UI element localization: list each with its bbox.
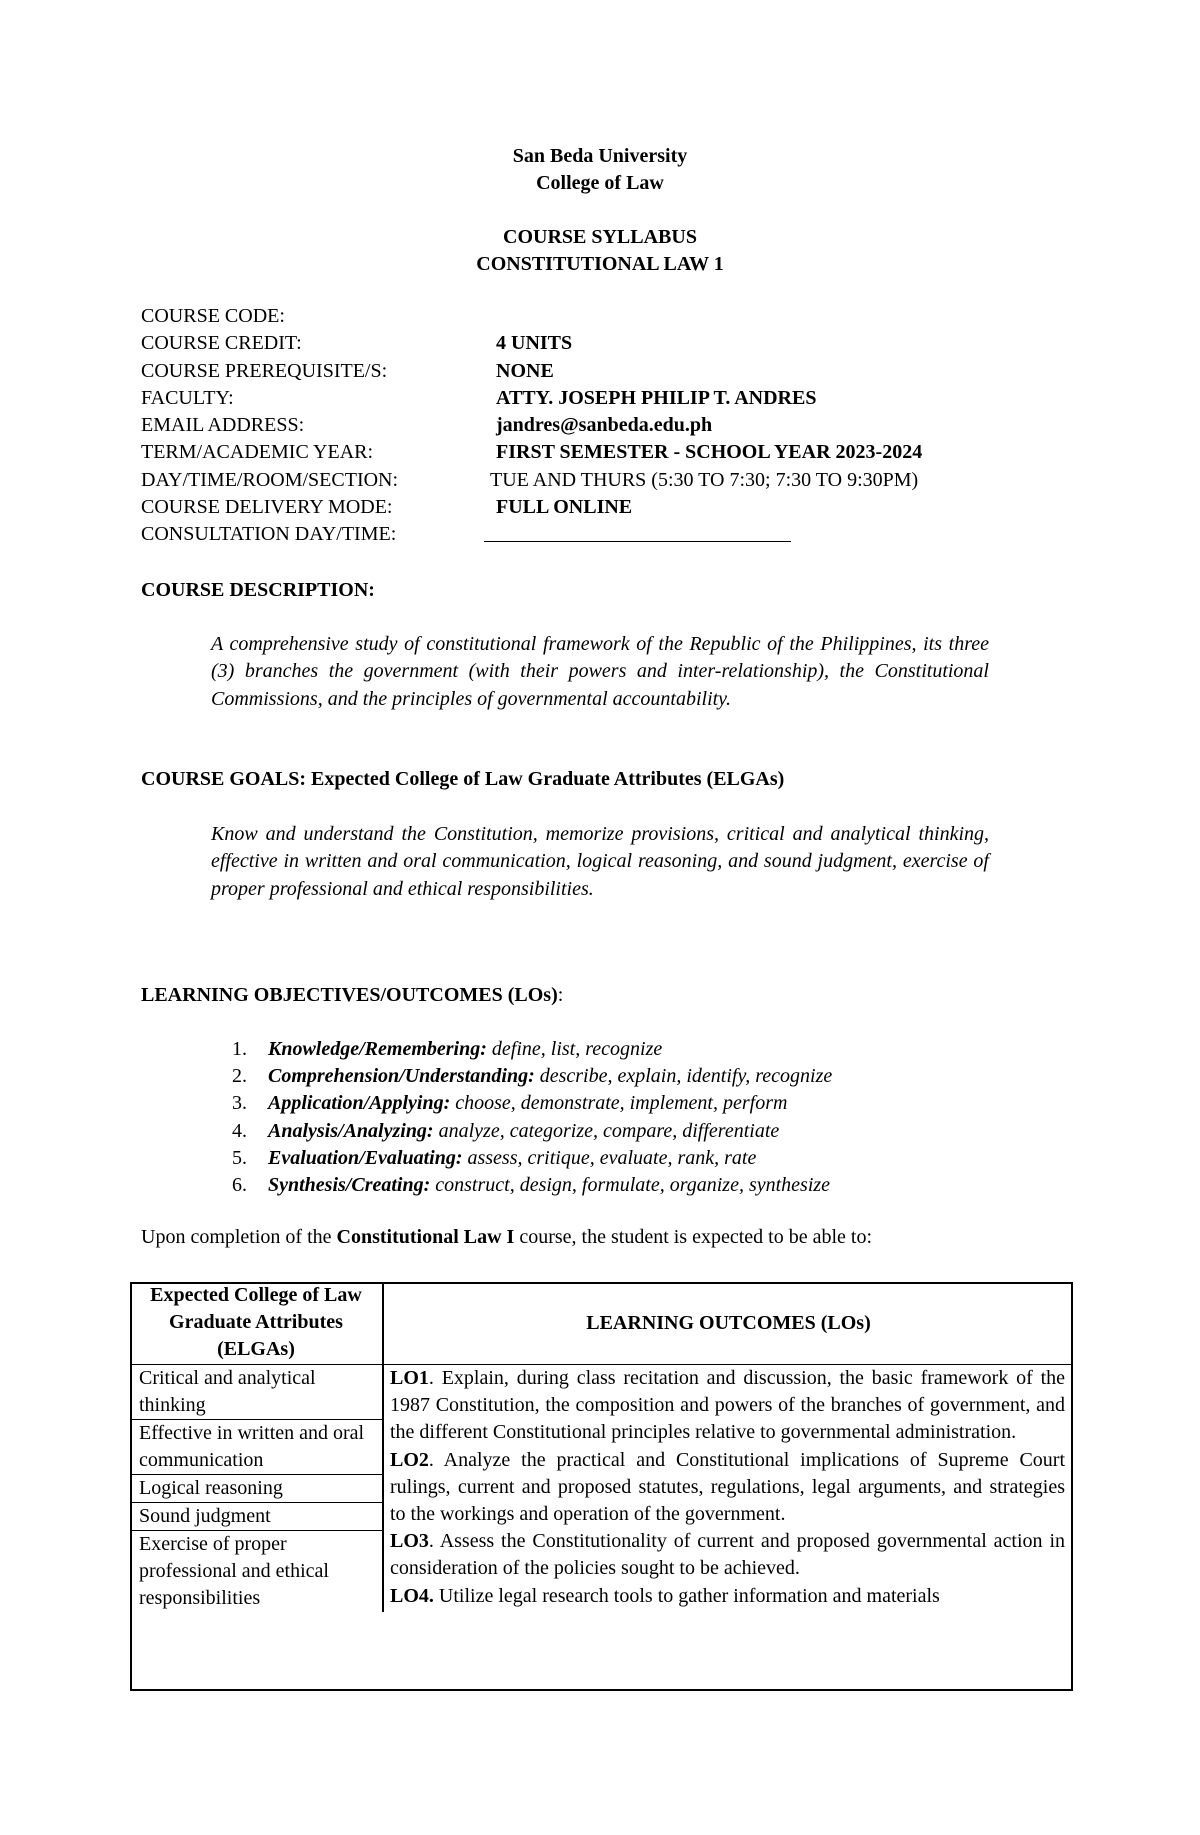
objective-verbs: analyze, categorize, compare, differentiate — [433, 1119, 780, 1142]
objectives-list — [211, 1036, 832, 1199]
lo-text: . Analyze the practical and Constitutional implications of Supreme Court rulings, current and proposed statutes, regulations, legal arguments, and strategies to the workings and operation of the government. — [390, 1448, 1065, 1526]
objective-verbs: construct, design, formulate, organize, synthesize — [430, 1173, 831, 1196]
objectives-heading-text: LEARNING OBJECTIVES/OUTCOMES (LOs) — [141, 984, 558, 1006]
lo-text: Utilize legal research tools to gather information and materials — [433, 1584, 940, 1607]
description-heading: COURSE DESCRIPTION: — [141, 579, 375, 601]
table-header-row — [130, 1282, 1073, 1365]
elga-item: Sound judgment — [130, 1503, 382, 1531]
goals-heading: COURSE GOALS: Expected College of Law Graduate Attributes (ELGAs) — [141, 768, 785, 790]
info-label: COURSE CODE: — [141, 305, 285, 327]
lo-code: LO2 — [390, 1448, 429, 1471]
list-item — [211, 1090, 832, 1117]
list-number: 1. — [232, 1038, 247, 1060]
lo-item — [384, 1447, 1073, 1529]
elga-header-cell — [130, 1282, 383, 1365]
info-label: COURSE DELIVERY MODE: — [141, 496, 393, 519]
list-number: 2. — [232, 1065, 247, 1088]
info-label: EMAIL ADDRESS: — [141, 414, 305, 437]
lo-code: LO3 — [390, 1530, 429, 1553]
description-text: A comprehensive study of constitutional framework of the Republic of the Philippines, its three (3) branches the government (with their powers and inter-relationship), the Constitutional Commissions, and the principles of governmental accountability. — [211, 633, 989, 710]
college-name: College of Law — [536, 172, 664, 194]
list-item — [211, 1036, 832, 1063]
objective-verbs: describe, explain, identify, recognize — [534, 1065, 833, 1088]
list-item — [211, 1145, 832, 1172]
objective-term: Evaluation/Evaluating: — [268, 1146, 463, 1169]
lo-code: LO4. — [390, 1584, 434, 1607]
objective-term: Application/Applying: — [268, 1092, 451, 1115]
table-row — [130, 1365, 1073, 1612]
elga-item: Exercise of proper professional and ethical responsibilities — [139, 1533, 329, 1609]
objective-verbs: assess, critique, evaluate, rank, rate — [462, 1146, 757, 1169]
objectives-heading-colon: : — [557, 984, 564, 1006]
lo-text: . Explain, during class recitation and discussion, the basic framework of the 1987 Constitution, the composition and powers of the branches of government, and the different Constitutional principles relative to governmental administration. — [390, 1367, 1065, 1444]
info-label: DAY/TIME/ROOM/SECTION: — [141, 468, 399, 491]
elga-item: Critical and analytical thinking — [130, 1365, 382, 1420]
completion-prefix: Upon completion of the — [141, 1226, 337, 1248]
completion-course-name: Constitutional Law I — [336, 1226, 515, 1248]
objectives-heading — [141, 982, 563, 1009]
info-value: FULL ONLINE — [496, 496, 633, 519]
list-item — [211, 1063, 832, 1090]
info-value: NONE — [496, 359, 554, 382]
list-number: 5. — [232, 1146, 247, 1169]
objective-term: Analysis/Analyzing: — [268, 1119, 434, 1142]
info-value: FIRST SEMESTER - SCHOOL YEAR 2023-2024 — [496, 441, 923, 464]
lo-item — [384, 1528, 1073, 1582]
info-label: COURSE PREREQUISITE/S: — [141, 359, 388, 382]
lo-item — [384, 1583, 1073, 1610]
objective-verbs: define, list, recognize — [486, 1038, 663, 1060]
info-label: CONSULTATION DAY/TIME: — [141, 523, 397, 546]
lo-code: LO1 — [390, 1367, 429, 1389]
info-value: 4 UNITS — [496, 332, 573, 355]
list-number: 3. — [232, 1092, 247, 1115]
list-number: 4. — [232, 1119, 247, 1142]
lo-cell — [383, 1365, 1073, 1612]
elga-item: Effective in written and oral communication — [130, 1420, 382, 1475]
objective-term: Synthesis/Creating: — [268, 1173, 431, 1196]
info-value: TUE AND THURS (5:30 TO 7:30; 7:30 TO 9:30PM) — [490, 468, 919, 491]
list-item — [211, 1118, 832, 1145]
completion-statement — [141, 1224, 872, 1251]
objective-term: Comprehension/Understanding: — [268, 1065, 535, 1088]
info-label: FACULTY: — [141, 386, 234, 409]
completion-suffix: course, the student is expected to be able to: — [514, 1226, 873, 1248]
goals-text: Know and understand the Constitution, memorize provisions, critical and analytical thinking, effective in written and oral communication, logical reasoning, and sound judgment, exercise of proper professional and ethical responsibilities. — [211, 823, 989, 900]
lo-column-header: LEARNING OUTCOMES (LOs) — [384, 1282, 1073, 1365]
university-name: San Beda University — [512, 145, 688, 167]
elga-column-header: Expected College of Law Graduate Attributes (ELGAs) — [130, 1282, 382, 1365]
elga-cell — [130, 1365, 383, 1612]
course-title: CONSTITUTIONAL LAW 1 — [476, 253, 724, 275]
lo-text: . Assess the Constitutionality of current and proposed governmental action in consideration of the policies sought to be achieved. — [390, 1530, 1065, 1580]
lo-header-cell — [383, 1282, 1073, 1365]
learning-outcomes-table — [130, 1282, 1073, 1612]
info-label: COURSE CREDIT: — [141, 332, 302, 355]
email-value: jandres@sanbeda.edu.ph — [496, 414, 713, 437]
lo-item — [384, 1365, 1073, 1447]
blank-fill-line — [484, 541, 791, 542]
elga-item: Logical reasoning — [130, 1475, 382, 1503]
list-item — [211, 1172, 832, 1199]
objective-term: Knowledge/Remembering: — [268, 1038, 487, 1060]
objective-verbs: choose, demonstrate, implement, perform — [450, 1092, 788, 1115]
info-label: TERM/ACADEMIC YEAR: — [141, 441, 374, 464]
list-number: 6. — [232, 1173, 247, 1196]
info-value: ATTY. JOSEPH PHILIP T. ANDRES — [496, 386, 817, 409]
document-type: COURSE SYLLABUS — [503, 226, 697, 248]
